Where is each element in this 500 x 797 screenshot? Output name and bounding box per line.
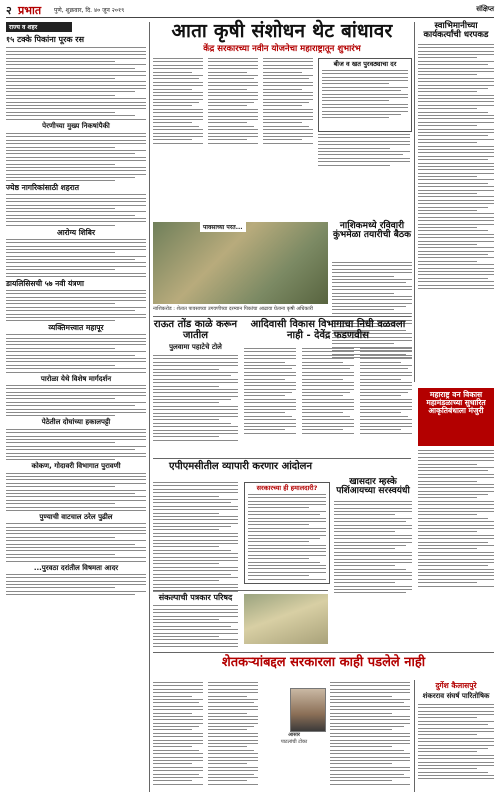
raut-story <box>153 320 238 443</box>
sankalp-story <box>153 594 238 649</box>
section-tag: राज्य व शहर <box>6 22 72 32</box>
forest-headline-box <box>418 388 494 446</box>
forest-headline: महाराष्ट्र वन विकास महामंडळाच्या सुधारित आकृतिबंधाला मंजुरी <box>426 390 486 415</box>
article-body <box>6 473 146 511</box>
adivasi-body-col1 <box>244 348 296 436</box>
column-divider <box>414 680 415 792</box>
lead-body-col3 <box>263 58 313 146</box>
nashik-story <box>332 222 412 241</box>
headline: पुण्याची वाटचाल ठरेल पुढील <box>39 512 113 521</box>
sankalp-photo <box>244 594 328 644</box>
portrait-caption: आसार <box>288 732 300 738</box>
apmc-box-title: सरकारच्या ही हमालदारी? <box>256 484 318 492</box>
raut-headline: राऊत तोंड काळे करून जातील <box>153 319 238 341</box>
page-number: २ <box>6 4 12 17</box>
apmc-box <box>244 482 330 584</box>
lead-photo <box>153 222 328 304</box>
durgesh-story <box>418 682 494 782</box>
photo-label: पावसाच्या परत... <box>200 222 246 232</box>
article-body <box>6 239 146 277</box>
section-divider <box>153 458 411 459</box>
nashik-headline: नाशिकमध्ये रविवारी कुंभमेळा तयारीची बैठक <box>332 221 412 241</box>
article-body <box>6 385 146 417</box>
farmers-body-col1 <box>153 682 203 787</box>
column-divider <box>149 22 150 792</box>
right-headline: स्वाभिमानीच्या कार्यकर्त्यांची धरपकड <box>423 21 489 40</box>
lead-headline: आता कृषी संशोधन थेट बांधावर <box>171 20 393 42</box>
article-body <box>6 334 146 372</box>
headline: व्यक्तिमत्त्वात महापूर <box>48 323 104 333</box>
apmc-body <box>153 482 238 594</box>
article-body <box>6 574 146 595</box>
headline: १५ टक्के पिकांना पूरक रस <box>6 35 84 44</box>
lead-story <box>153 22 411 54</box>
adivasi-story <box>244 320 412 341</box>
info-box-title: बीज व खत पुरवठ्याचा दर <box>333 60 397 68</box>
article-body <box>6 290 146 322</box>
headline: ज्येष्ठ नागरिकांसाठी शहरात <box>6 183 79 193</box>
khasdar-headline: खासदार म्हस्के पशिंआयच्या सरस्वयंधी <box>336 477 410 497</box>
durgesh-headline: दुर्गेश कैलासपुरे <box>435 681 477 690</box>
article-body <box>6 523 146 561</box>
article-body <box>6 133 146 181</box>
adivasi-headline: आदिवासी विकास विभागाचा निधी वळवला नाही - देवेंद्र फडणवीस <box>250 319 406 341</box>
farmers-body-col3 <box>330 682 410 787</box>
headline: पारोळा येथे विशेष मार्गदर्शन <box>40 374 112 383</box>
right-story <box>418 22 494 291</box>
headline: ...पुरवठा दरांतील विषमता आदर <box>33 563 119 572</box>
section-divider <box>153 590 328 591</box>
farmers-story <box>153 656 494 670</box>
sankalp-headline: संकल्पाची पत्रकार परिषद <box>158 593 233 602</box>
lead-body-col4 <box>318 134 410 168</box>
khasdar-story <box>334 478 412 596</box>
farmers-headline: शेतकऱ्यांबद्दल सरकारला काही पडलेले नाही <box>221 655 426 670</box>
raut-subheading: पुलवामा पहाटेचे टोले <box>169 343 222 351</box>
article-body <box>6 194 146 226</box>
date-line: पुणे, शुक्रवार, दि. ४० जून २०१९ <box>54 7 125 14</box>
apmc-headline: एपीएमसीतील व्यापारी करणार आंदोलन <box>168 461 313 472</box>
nashik-body <box>332 262 412 360</box>
left-column <box>6 22 146 792</box>
headline: डायलिसिसची ५७ नवी यंत्रणा <box>6 279 84 289</box>
info-box <box>318 58 412 132</box>
farmers-body-col2 <box>208 682 258 787</box>
subheading: पेरणीच्या मुख्य निकषांपैकी <box>42 121 110 130</box>
lead-body-col2 <box>208 58 258 146</box>
article-body <box>6 429 146 461</box>
headline: आरोग्य शिबिर <box>56 227 96 237</box>
section-divider <box>153 652 494 653</box>
headline: कोकण, गोदावरी विभागात पुरावणी <box>31 462 121 471</box>
headline: पेठेतील दोघांच्या हकालपट्टी <box>41 418 111 427</box>
article-body <box>6 47 146 119</box>
adivasi-body-col3 <box>360 348 412 436</box>
masthead <box>6 3 494 18</box>
section-divider <box>153 316 411 317</box>
portrait-photo <box>290 688 326 732</box>
adivasi-body-col2 <box>302 348 354 436</box>
portrait-subcaption: पाटलांची टोका <box>280 739 308 745</box>
lead-body-col1 <box>153 58 203 146</box>
column-divider <box>414 22 415 382</box>
section-label: संक्षिप्त <box>476 5 494 13</box>
durgesh-subheading: शंकरराव संघर्ष पारितोषिक <box>422 691 490 700</box>
forest-body <box>418 450 494 589</box>
apmc-story <box>153 462 328 473</box>
brand-logo: प्रभात <box>18 4 42 17</box>
lead-subheadline: केंद्र सरकारच्या नवीन योजनेचा महाराष्ट्रातून शुभारंभ <box>203 43 361 54</box>
photo-caption: नाशिकरोड : शेतात पावसाच्या उगवणीच्या दरम्यान पिकांचा आढावा घेताना कृषी अधिकारी <box>153 306 313 312</box>
